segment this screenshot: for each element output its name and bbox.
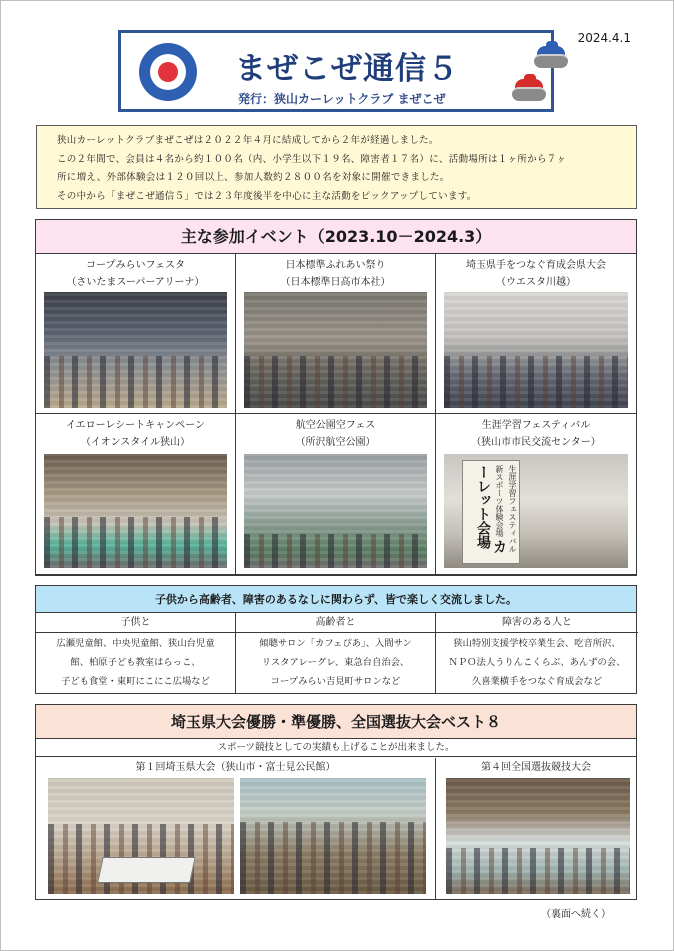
intro-line: この２年間で、会員は４名から約１００名（内、小学生以下１９名、障害者１７名）に、活動場所は１ヶ所から７ヶ xyxy=(57,153,567,165)
event-name: 日本標準ふれあい祭り xyxy=(285,260,386,271)
exchange-line: コープみらい吉見町サロンなど xyxy=(270,676,401,687)
events-grid xyxy=(36,254,636,575)
exchange-line: 狭山特別支援学校卒業生会、吃音所沢、 xyxy=(453,638,621,649)
tournament-photo xyxy=(48,778,234,894)
tournament-heading: 埼玉県大会優勝・準優勝、全国選抜大会ベスト８ xyxy=(36,705,636,739)
exchange-line: リスタアレーグレ、東急台自治会、 xyxy=(261,657,410,668)
exchange-cell xyxy=(236,633,436,694)
exchange-col-header: 障害のある人と xyxy=(436,613,638,633)
event-place: （日本標準日高市本社） xyxy=(280,277,391,288)
exchange-cell xyxy=(36,633,236,694)
venue-sign-big: カーレット会場 xyxy=(475,465,507,554)
intro-line: その中から「まぜこぜ通信５」では２３年度後半を中心に主な活動をピックアップしています。 xyxy=(57,190,477,202)
curling-target-icon xyxy=(139,43,197,101)
event-place: （ウエスタ川越） xyxy=(496,277,576,288)
event-place: （狭山市市民交流センター） xyxy=(471,437,601,448)
exchange-line: ＮＰＯ法人うりんこくらぶ、あんずの会、 xyxy=(448,657,626,668)
event-card xyxy=(36,414,236,575)
intro-box xyxy=(36,125,637,209)
tournament-caption: 第４回全国選抜競技大会 xyxy=(481,762,591,773)
exchange-table xyxy=(35,613,637,694)
event-photo xyxy=(244,292,427,408)
continued-note: （裏面へ続く） xyxy=(541,909,611,920)
issue-date: 2024.4.1 xyxy=(577,31,631,45)
event-photo xyxy=(44,454,227,568)
venue-sign-small: 生涯学習フェスティバル 新スポーツ体験会場 xyxy=(495,465,517,553)
event-place: （さいたまスーパーアリーナ） xyxy=(66,277,205,288)
tournament-photo xyxy=(240,778,426,894)
event-card xyxy=(436,254,636,414)
exchange-cell xyxy=(436,633,638,694)
event-card xyxy=(36,254,236,414)
intro-line: 所に増え、外部体験会は１２０回以上、参加人数約２８００名を対象に開催できました。 xyxy=(57,172,450,183)
venue-sign xyxy=(462,460,520,564)
tournament-caption: 第１回埼玉県大会（狭山市・富士見公民館） xyxy=(135,762,336,773)
exchange-col-header: 高齢者と xyxy=(236,613,436,633)
event-name: 埼玉県手をつなぐ育成会県大会 xyxy=(466,260,606,271)
event-photo xyxy=(44,292,227,408)
event-name: コープみらいフェスタ xyxy=(86,260,185,271)
curling-stone-red-icon xyxy=(512,79,546,101)
event-card xyxy=(436,414,636,575)
tournament-card xyxy=(436,758,636,899)
exchange-message: 子供から高齢者、障害のあるなしに関わらず、皆で楽しく交流しました。 xyxy=(35,585,637,613)
tournament-photos xyxy=(36,758,636,899)
newsletter-title: まぜこぜ通信５ xyxy=(235,51,459,87)
intro-line: 狭山カーレットクラブまぜこぜは２０２２年４月に結成してから２年が経過しました。 xyxy=(57,135,439,146)
events-heading: 主な参加イベント（2023.10－2024.3） xyxy=(36,220,636,254)
event-card xyxy=(236,414,436,575)
event-place: （所沢航空公園） xyxy=(295,437,376,448)
tournament-card xyxy=(36,758,436,899)
curling-stone-blue-icon xyxy=(534,46,568,68)
event-name: イエローレシートキャンペーン xyxy=(66,420,205,431)
event-place: （イオンスタイル狭山） xyxy=(80,437,191,448)
masthead xyxy=(118,30,554,112)
tournament-message: スポーツ競技としての実績も上げることが出来ました。 xyxy=(36,739,636,757)
event-card xyxy=(236,254,436,414)
event-photo xyxy=(444,292,628,408)
tournament-photo xyxy=(446,778,630,894)
events-section xyxy=(35,219,637,576)
event-name: 生涯学習フェスティバル xyxy=(481,420,591,431)
event-photo xyxy=(444,454,628,568)
exchange-line: 久喜業横手をつなぐ育成会など xyxy=(471,676,603,687)
event-name: 航空公園空フェス xyxy=(295,420,376,431)
exchange-line: 子ども食堂・東町にこにこ広場など xyxy=(61,676,210,687)
exchange-col-header: 子供と xyxy=(36,613,236,633)
publisher: 発行：狭山カーレットクラブ まぜこぜ xyxy=(238,92,446,106)
tournament-section xyxy=(35,704,637,900)
exchange-line: 館、柏原子ども教室はらっこ、 xyxy=(70,657,201,668)
exchange-line: 傾聴サロン「カフェぴあ」、入間サン xyxy=(259,638,412,649)
event-photo xyxy=(244,454,427,568)
exchange-line: 広瀬児童館、中央児童館、狭山台児童 xyxy=(56,638,215,649)
